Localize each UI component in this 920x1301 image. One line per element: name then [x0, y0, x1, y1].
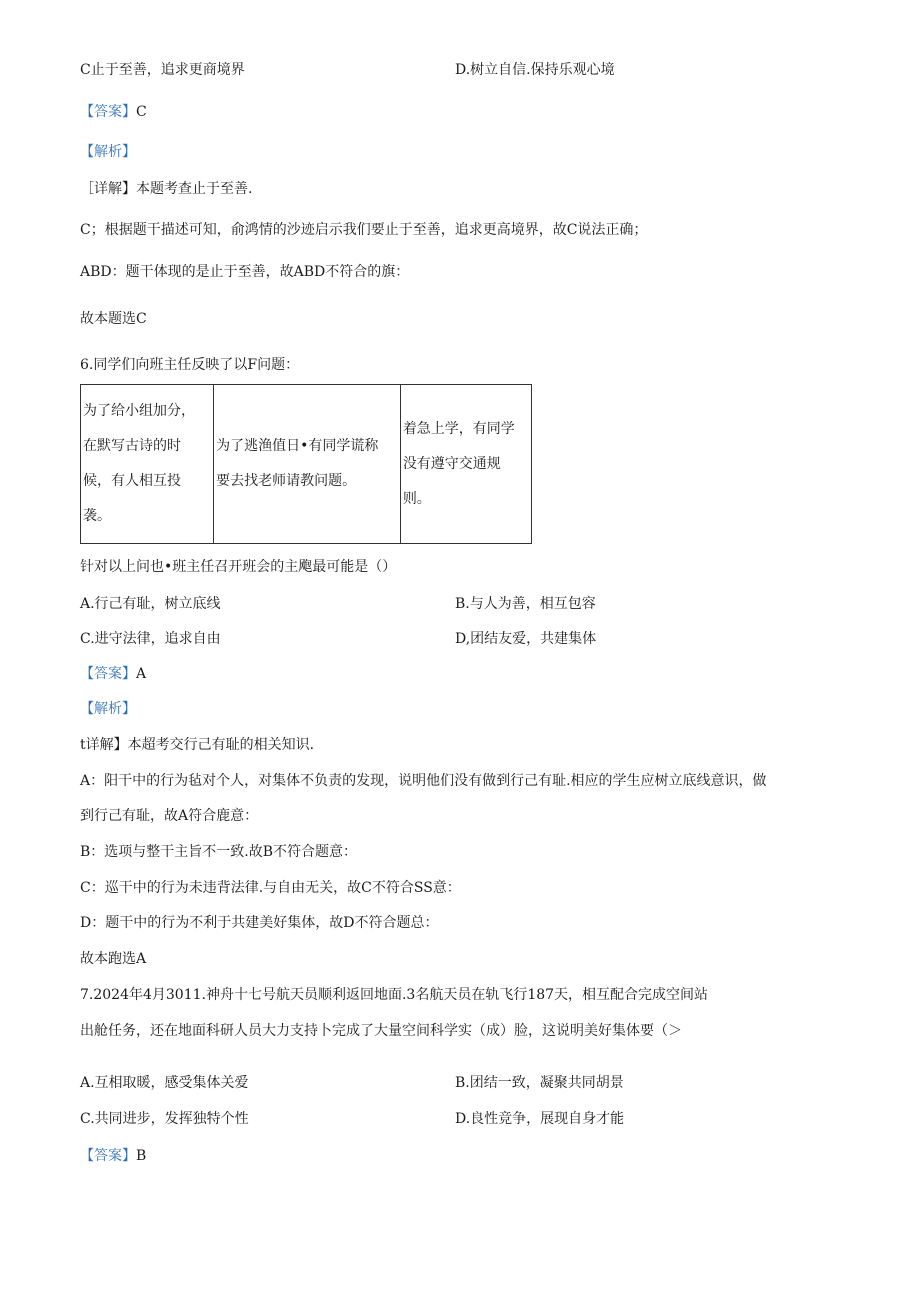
q6-analysis-d: D：题干中的行为不利于共建美好集体，故D不符合题总：: [80, 915, 439, 931]
q5-analysis-c: C；根据题干描述可知，俞鸿情的沙迹启示我们要止于至善，追求更高境界，故C说法正确；: [80, 222, 648, 238]
q6-cell-1: [81, 385, 214, 544]
q6-analysis-tag: 【解析】: [80, 701, 136, 717]
answer-tag: 【答案】: [80, 666, 136, 682]
cell-line: 候，有人相互投: [83, 473, 181, 489]
cell-line: 在默写古诗的时: [83, 438, 181, 454]
q6-option-d: D,团结友爱，共建集体: [455, 631, 597, 647]
q6-cell-2: [214, 385, 401, 544]
q6-analysis-a-1: A：阳干中的行为毡对个人，对集体不负责的发现，说明他们没有做到行己有耻.相应的学生应树立底线意识，做: [80, 773, 767, 789]
q7-answer: [80, 1146, 146, 1166]
cell-line: 袭。: [83, 508, 111, 524]
q7-option-c: C.共同进步，发挥独特个性: [80, 1111, 249, 1127]
answer-value: C: [136, 104, 147, 120]
q6-title: 6.同学们向班主任反映了以F问题：: [80, 357, 300, 373]
answer-tag: 【答案】: [80, 1148, 136, 1164]
q6-answer: [80, 664, 146, 684]
cell-line: 为了给小组加分，: [83, 403, 195, 419]
q6-analysis-c: C：巡干中的行为未违背法律.与自由无关，故C不符合SS意：: [80, 880, 461, 896]
q7-option-b: B.团结一致，凝聚共同胡景: [455, 1075, 624, 1091]
q6-analysis-detail: t详解】本超考交行己有耻的相关知识.: [80, 737, 315, 753]
q5-conclusion: 故本题选C: [80, 311, 147, 327]
q6-option-c: C.进守法律，追求自由: [80, 631, 221, 647]
q6-analysis-a-2: 到行己有耻，故A符合鹿意：: [80, 808, 259, 824]
q5-analysis-detail: ［详解】本题考查止于至善.: [80, 181, 253, 197]
cell-line: 没有遵守交通规: [402, 455, 501, 472]
q6-option-a: A.行己有耻，树立底线: [80, 596, 221, 612]
q6-cell-3: [400, 385, 531, 544]
answer-value: A: [136, 666, 147, 682]
q5-option-d: D.树立自信.保持乐观心境: [455, 62, 615, 78]
answer-value: B: [136, 1148, 147, 1164]
q7-stem-line-1: 7.2024年4月3011.神舟十七号航天员顺利返回地面.3名航天员在轨飞行187天，相互配合完成空间站: [80, 987, 709, 1003]
q5-answer: [80, 102, 147, 122]
q6-conclusion: 故本跑选A: [80, 951, 147, 967]
cell-line: 为了逃渔值日•有同学谎称: [216, 438, 379, 454]
q7-option-a: A.互相取暖，感受集体关爱: [80, 1075, 249, 1091]
q7-stem-line-2: 出舱任务，还在地面科研人员大力支持卜完成了大量空间科学实（成）脸，这说明美好集体要（＞: [80, 1023, 682, 1039]
answer-tag: 【答案】: [80, 104, 136, 120]
cell-line: 则。: [402, 490, 431, 507]
q6-option-b: B.与人为善，相互包容: [455, 596, 596, 612]
q5-analysis-tag: 【解析】: [80, 144, 136, 160]
cell-line: 要去找老师请教问题。: [216, 473, 357, 489]
cell-line: 着急上学，有同学: [402, 420, 515, 437]
q5-analysis-abd: ABD：题干体现的是止于至善，故ABD不符合的旗：: [80, 264, 410, 280]
q6-stem: 针对以上问也•班主任召开班会的主飑最可能是（）: [80, 559, 397, 575]
q6-analysis-b: B：选项与整干主旨不一致.故B不符合题意：: [80, 844, 358, 860]
q7-option-d: D.良性竞争，展现自身才能: [455, 1111, 625, 1127]
q5-option-c: C止于至善，追求更商境界: [80, 62, 245, 78]
q6-problem-table: [80, 384, 532, 544]
